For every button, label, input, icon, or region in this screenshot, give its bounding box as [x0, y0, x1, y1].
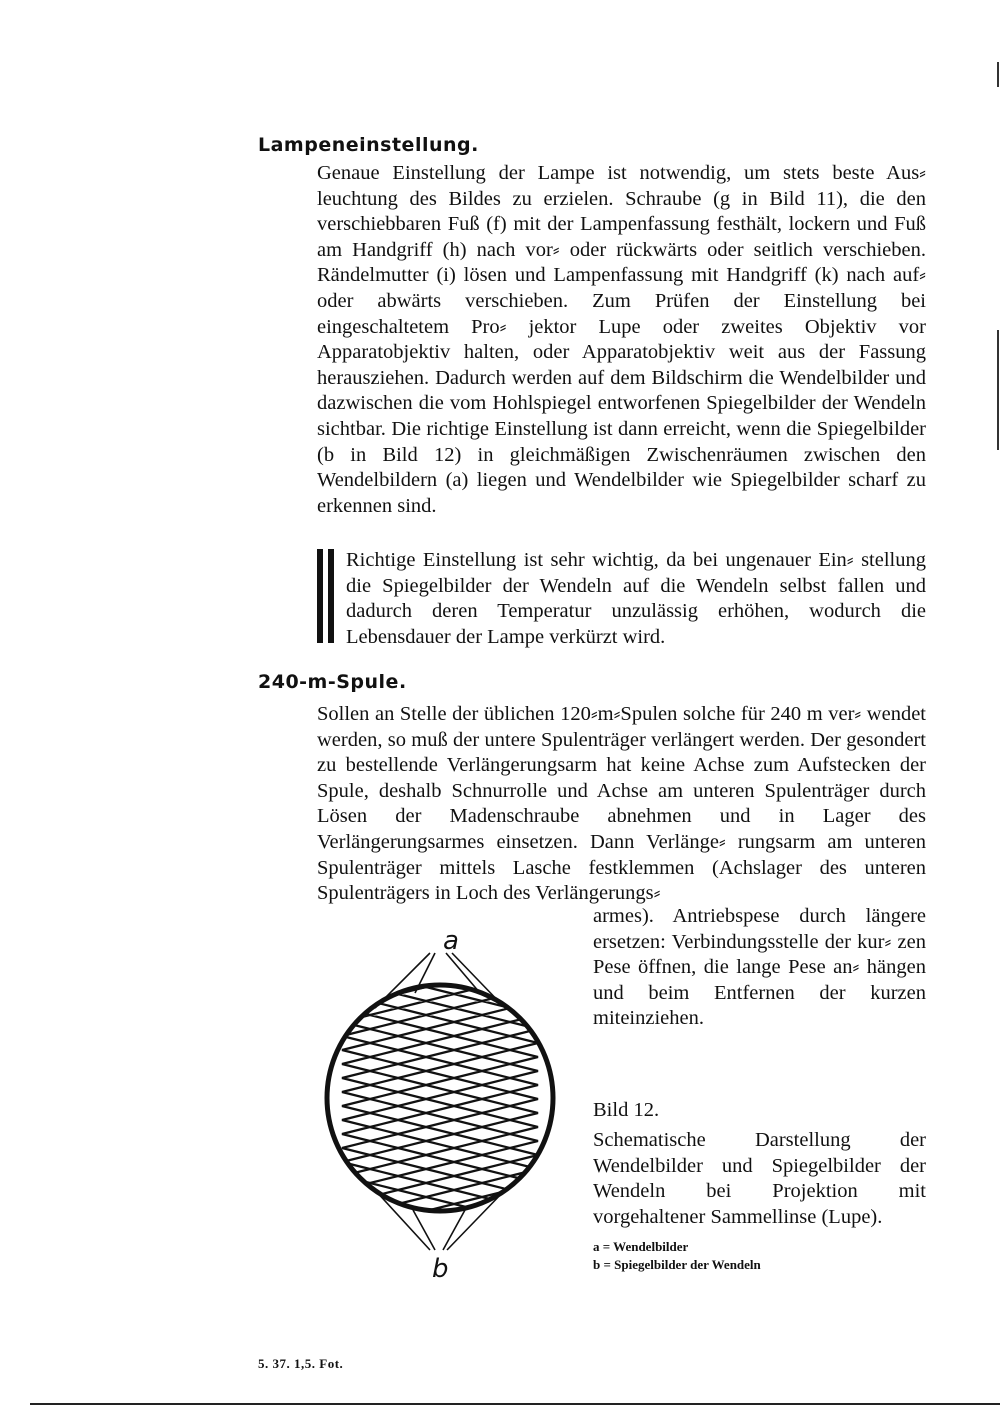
zigzag-column — [482, 987, 510, 1211]
spool-paragraph: Sollen an Stelle der üblichen 120⸗m⸗Spulen solche für 240 m ver⸗ wendet werden, so muß der untere Spulenträger verlängert werden. Der gesondert zu bestellende Verlängerungsarm hat keine Achse zum Aufstecken der Spule, deshalb Schnurrolle und Achse am unteren Spulenträger durch Lösen der Madenschraube abnehmen und in Lager des Verlängerungsarmes einsetzen. Dann Verlänge⸗ rungsarm am unteren Spulenträger mittels Lasche festklemmen (Achslager des unteren Spulenträgers in Loch des Verlängerungs⸗ — [317, 703, 926, 905]
figure-label-a: a — [443, 926, 459, 956]
section-heading-spule: 240-m-Spule. — [258, 671, 407, 693]
figure-caption-title: Bild 12. — [593, 1099, 660, 1121]
figure-caption-text: Schematische Darstellung der Wendelbilder und Spiegelbilder der Wendeln bei Projektion mit vorgehaltener Sammellinse (Lupe). — [593, 1129, 926, 1228]
lamp-warning-paragraph: Richtige Einstellung ist sehr wichtig, da bei ungenauer Ein⸗ stellung die Spiegelbilder der Wendeln auf die Wendeln selbst fallen und dadurch deren Temperatur unzulässig erhöhen, wodurch die Lebensdauer der Lampe verkürzt wird. — [346, 549, 926, 648]
zigzag-column — [426, 987, 454, 1211]
figure-legend-b: b = Spiegelbilder der Wendeln — [593, 1257, 761, 1272]
zigzag-column — [398, 987, 426, 1211]
section-heading-lampeneinstellung: Lampeneinstellung. — [258, 134, 479, 156]
footer-print-code: 5. 37. 1,5. Fot. — [258, 1356, 344, 1371]
figure-legend-a: a = Wendelbilder — [593, 1239, 689, 1254]
figure-label-b: b — [432, 1254, 449, 1284]
spool-paragraph-continued: armes). Antriebspese durch längere ersetzen: Verbindungsstelle der kur⸗ zen Pese öffnen, die lange Pese an⸗ hängen und beim Entfernen der kurzen miteinziehen. — [593, 905, 926, 1030]
zigzag-column — [370, 987, 398, 1211]
lamp-paragraph: Genaue Einstellung der Lampe ist notwendig, um stets beste Aus⸗ leuchtung des Bildes zu erzielen. Schraube (g in Bild 11), die den verschiebbaren Fuß (f) mit der Lampenfassung festhält, lockern und Fuß am Handgriff (h) nach vor⸗ oder rückwärts oder seitlich verschieben. Rändelmutter (i) lösen und Lampenfassung mit Handgriff (k) nach auf⸗ oder abwärts verschieben. Zum Prüfen der Einstellung bei eingeschaltetem Pro⸗ jektor Lupe oder zweites Objektiv vor Apparatobjektiv halten, oder Apparatobjektiv weit aus der Fassung herausziehen. Dadurch werden auf dem Bildschirm die Wendelbilder und dazwischen die vom Hohlspiegel entworfenen Spiegelbilder der Wendeln sichtbar. Die richtige Einstellung ist dann erreicht, wenn die Spiegelbilder (b in Bild 12) in gleichmäßigen Zwischenräumen zwischen den Wendelbildern (a) liegen und Wendelbilder wie Spiegelbilder scharf zu erkennen sind. — [317, 162, 926, 517]
wendel-zigzags — [342, 987, 538, 1211]
right-edge-mark — [997, 330, 999, 450]
bottom-rule — [30, 1403, 1000, 1405]
right-edge-mark — [997, 62, 999, 87]
zigzag-column — [454, 987, 482, 1211]
coil-image-diagram — [315, 925, 565, 1285]
